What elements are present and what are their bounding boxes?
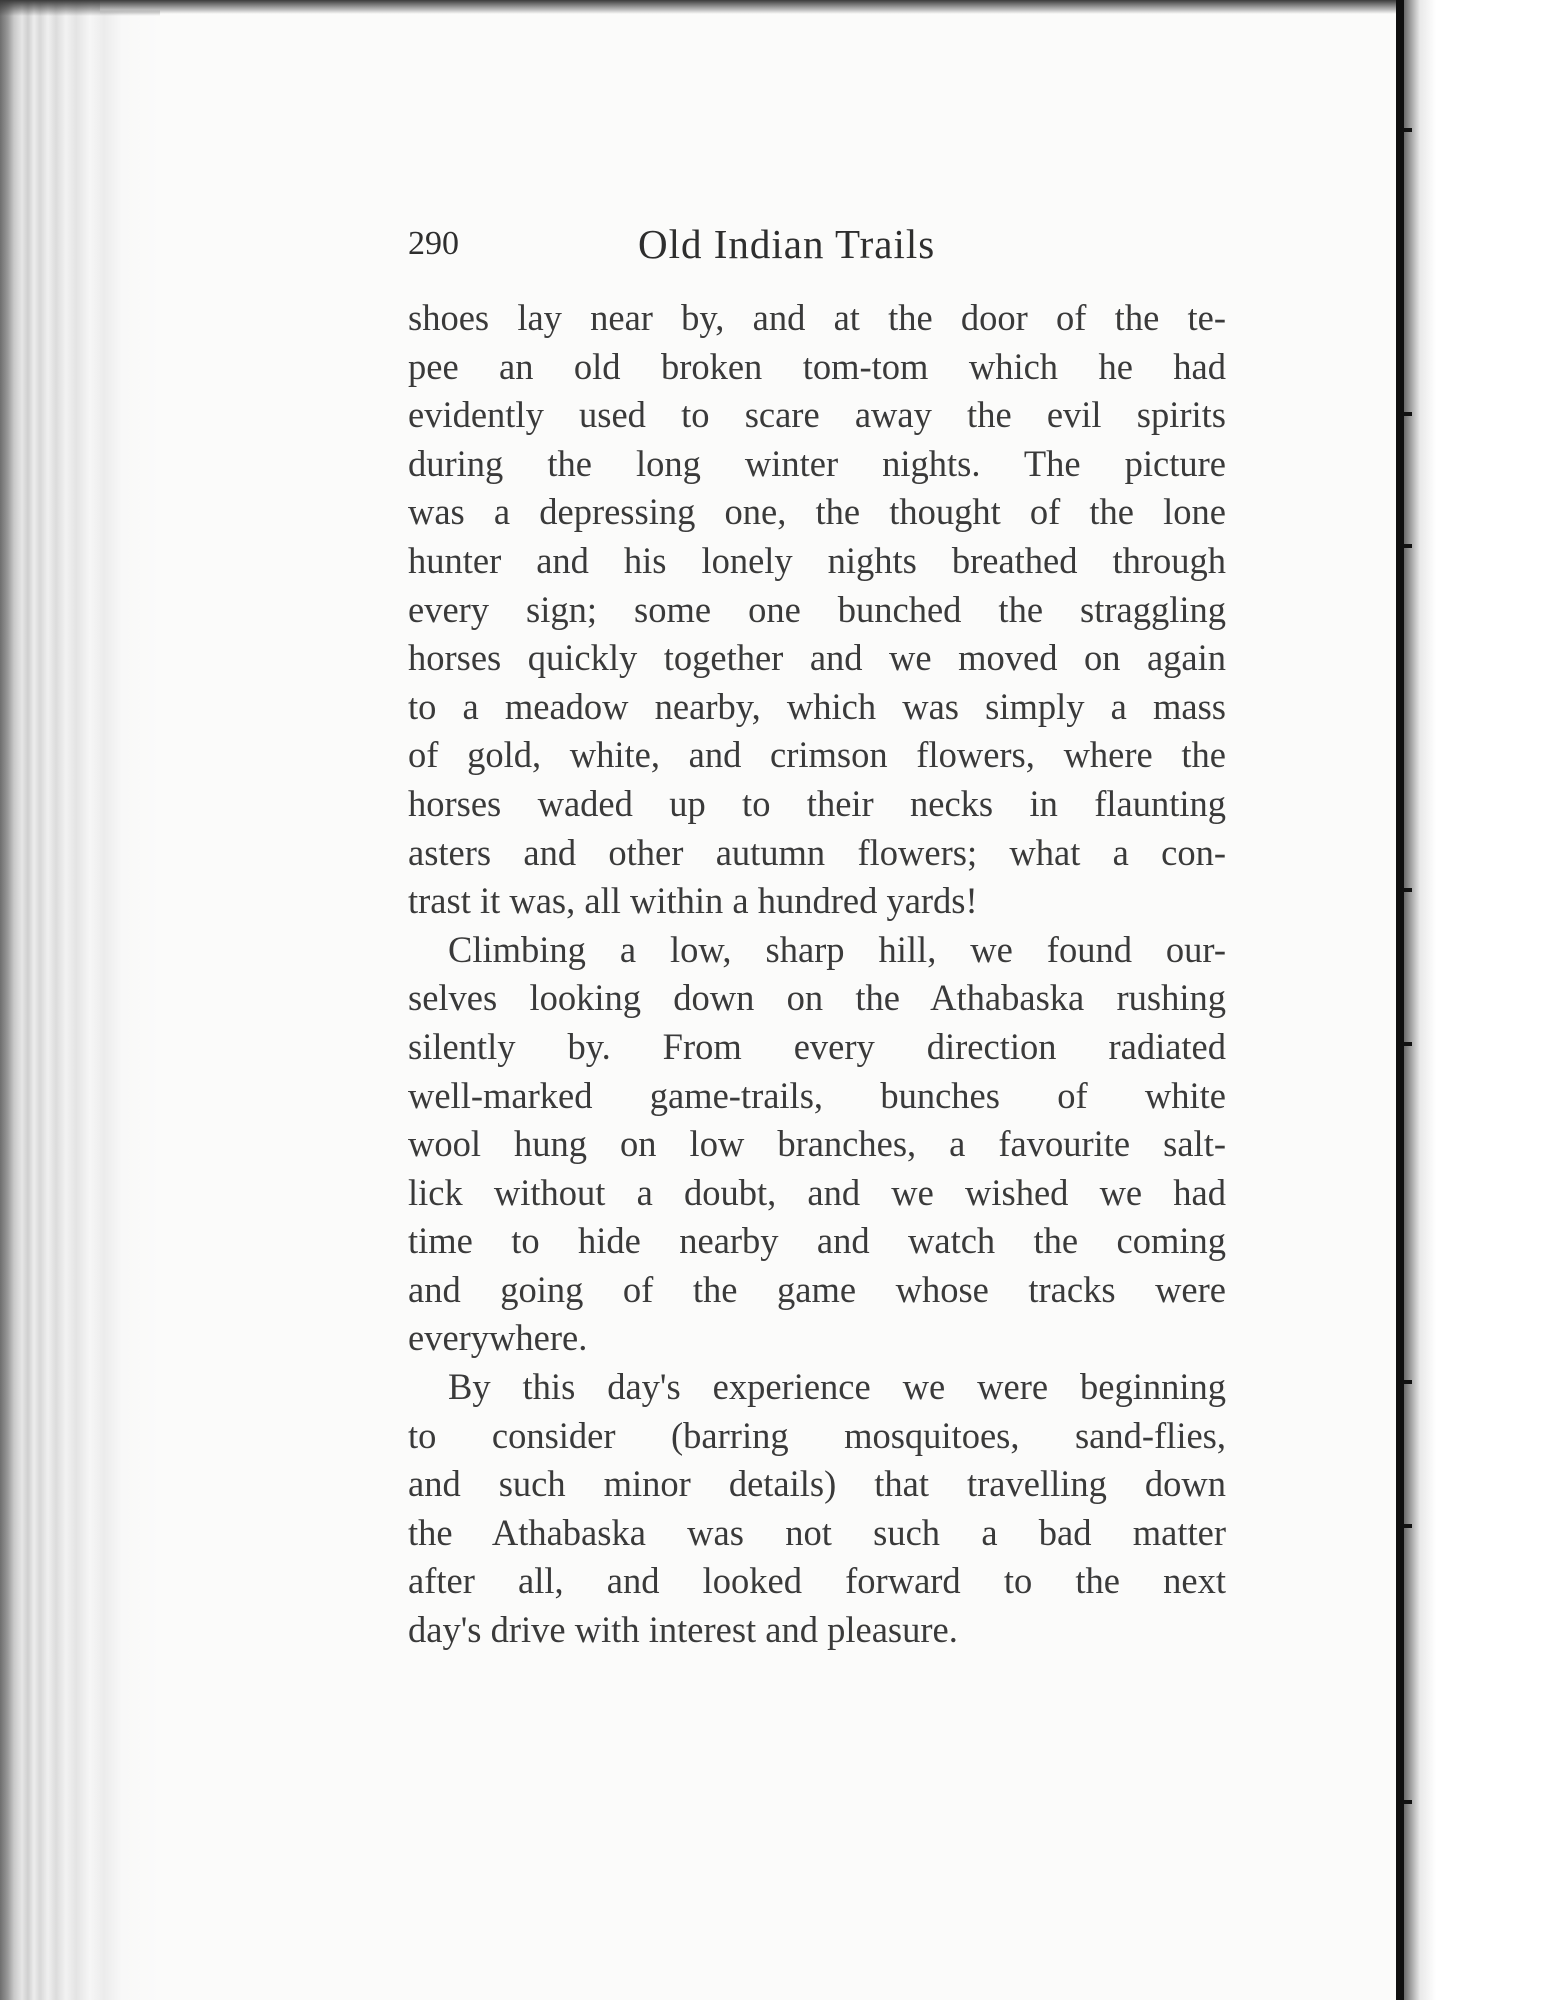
page-edge-notch	[1402, 412, 1412, 416]
page-edge-notch	[1402, 544, 1412, 548]
page-edge-notch	[1402, 1524, 1412, 1528]
running-head	[408, 214, 1226, 274]
text-line: day's drive with interest and pleasure.	[408, 1609, 958, 1651]
page-number: 290	[408, 225, 459, 262]
page-edge-notch	[1402, 1042, 1412, 1046]
text-line: well-marked game-trails, bunches of white	[408, 1074, 1226, 1116]
text-line: wool hung on low branches, a favourite salt-	[408, 1123, 1226, 1165]
text-line: horses waded up to their necks in flaunting	[408, 782, 1226, 824]
text-line: trast it was, all within a hundred yards!	[408, 880, 978, 922]
text-line: hunter and his lonely nights breathed through	[408, 539, 1226, 581]
paragraph	[408, 926, 1226, 1363]
text-line: was a depressing one, the thought of the lone	[408, 491, 1226, 533]
text-line: pee an old broken tom-tom which he had	[408, 345, 1226, 387]
text-line: everywhere.	[408, 1317, 588, 1359]
text-line: after all, and looked forward to the next	[408, 1560, 1226, 1602]
paragraph	[408, 294, 1226, 926]
text-line: By this day's experience we were beginning	[448, 1366, 1226, 1408]
text-line: asters and other autumn flowers; what a con-	[408, 831, 1226, 873]
page-text-block	[408, 214, 1226, 1655]
page-edge-notch	[1402, 1380, 1412, 1384]
binding-shadow	[1396, 0, 1404, 2000]
text-line: during the long winter nights. The picture	[408, 442, 1226, 484]
top-scan-border	[100, 0, 1400, 14]
text-line: every sign; some one bunched the straggling	[408, 588, 1226, 630]
text-line: evidently used to scare away the evil spirits	[408, 394, 1226, 436]
text-line: Climbing a low, sharp hill, we found our-	[448, 928, 1226, 970]
left-page-stack	[0, 0, 160, 2000]
text-line: and such minor details) that travelling down	[408, 1463, 1226, 1505]
paragraph	[408, 1363, 1226, 1655]
text-line: to consider (barring mosquitoes, sand-flies,	[408, 1414, 1226, 1456]
text-line: silently by. From every direction radiated	[408, 1025, 1226, 1067]
page-edge-notch	[1402, 888, 1412, 892]
text-line: of gold, white, and crimson flowers, where the	[408, 734, 1226, 776]
page-edge-notch	[1402, 128, 1412, 132]
text-line: lick without a doubt, and we wished we had	[408, 1171, 1226, 1213]
text-line: to a meadow nearby, which was simply a mass	[408, 685, 1226, 727]
right-page-edge	[1396, 0, 1552, 2000]
text-line: and going of the game whose tracks were	[408, 1268, 1226, 1310]
text-line: horses quickly together and we moved on again	[408, 637, 1226, 679]
running-title: Old Indian Trails	[638, 221, 936, 267]
text-line: selves looking down on the Athabaska rushing	[408, 977, 1226, 1019]
text-line: shoes lay near by, and at the door of the te-	[408, 297, 1226, 338]
text-line: time to hide nearby and watch the coming	[408, 1220, 1226, 1262]
page-edge-notch	[1402, 1800, 1412, 1804]
text-line: the Athabaska was not such a bad matter	[408, 1511, 1226, 1553]
